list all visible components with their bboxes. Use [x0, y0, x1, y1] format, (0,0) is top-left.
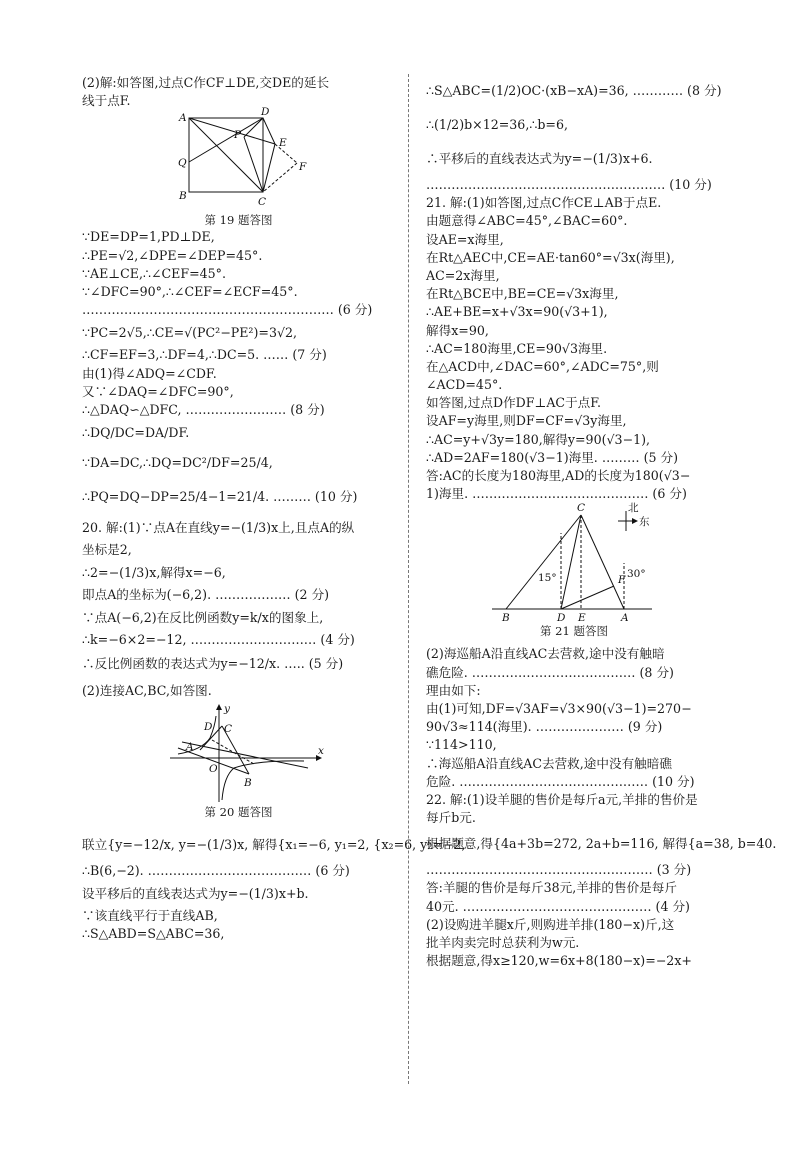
text-line: 20. 解:(1)∵点A在直线y=−(1/3)x上,且点A的纵 [82, 520, 355, 536]
figure-19 [82, 106, 395, 212]
text-line: 21. 解:(1)如答图,过点C作CE⊥AB于点E. [426, 195, 662, 211]
right-column [426, 74, 777, 970]
label-y: y [224, 702, 230, 715]
text-line: ∵点A(−6,2)在反比例函数y=k/x的图象上, [82, 610, 324, 626]
text-line: ∵114>110, [426, 737, 497, 753]
label-B: B [179, 190, 187, 203]
label-Q: Q [178, 157, 187, 170]
text-line: ∵AE⊥CE,∴∠CEF=45°. [82, 265, 226, 281]
label-north: 北 [628, 502, 639, 515]
text-line: (2)解:如答图,过点C作CF⊥DE,交DE的延长 [82, 75, 330, 90]
text-line: ∴DQ/DC=DA/DF. [82, 425, 190, 441]
text-line: 联立{y=−12/x, y=−(1/3)x, 解得{x₁=−6, y₁=2, {x₂=6, y₂=−2, [82, 836, 466, 852]
figure-19-caption: 第 19 题答图 [204, 213, 273, 228]
label-A: A [621, 612, 629, 625]
text-line: 如答图,过点D作DF⊥AC于点F. [426, 395, 602, 411]
text-line: ∴CF=EF=3,∴DF=4,∴DC=5. …… (7 分) [82, 347, 327, 363]
text-line: ∴海巡船A沿直线AC去营救,途中没有触暗礁 [426, 755, 672, 771]
label-E: E [279, 137, 287, 150]
text-line: ∠ACD=45°. [426, 377, 503, 393]
text-line: ∴AC=y+√3y=180,解得y=90(√3−1), [426, 431, 651, 447]
text-line: ……………………………………………… (3 分) [426, 862, 692, 878]
text-line: ∴S△ABC=(1/2)OC·(xB−xA)=36, ………… (8 分) [426, 83, 722, 98]
text-line: ∴B(6,−2). ………………………………… (6 分) [82, 862, 350, 878]
text-line: 答:AC的长度为180海里,AD的长度为180(√3− [426, 468, 691, 483]
figure-20-caption: 第 20 题答图 [204, 804, 273, 819]
text-line: 设AF=y海里,则DF=CF=√3y海里, [426, 413, 627, 429]
text-line: 40元. ……………………………………… (4 分) [426, 898, 690, 914]
text-line: 每斤b元. [426, 810, 476, 826]
label-F: F [299, 161, 307, 174]
text-line: 由题意得∠ABC=45°,∠BAC=60°. [426, 213, 628, 229]
text-line: (2)设购进羊腿x斤,则购进羊排(180−x)斤,这 [426, 916, 675, 932]
text-line: 由(1)可知,DF=√3AF=√3×90(√3−1)=270− [426, 700, 692, 716]
column-divider [408, 74, 409, 1084]
text-line: ∴S△ABD=S△ABC=36, [82, 926, 225, 941]
text-line: 根据题意,得x≥120,w=6x+8(180−x)=−2x+ [426, 953, 692, 969]
label-D: D [557, 612, 566, 625]
label-O: O [209, 762, 218, 775]
text-line: 设平移后的直线表达式为y=−(1/3)x+b. [82, 885, 309, 901]
text-line: 解得x=90, [426, 322, 489, 338]
figure-20-diagram [82, 704, 395, 804]
text-line: 22. 解:(1)设羊腿的售价是每斤a元,羊排的售价是 [426, 791, 698, 807]
text-line: 在Rt△AEC中,CE=AE·tan60°=√3x(海里), [426, 249, 675, 265]
label-P: P [234, 129, 242, 142]
east-arrow-icon [632, 518, 638, 524]
label-D: D [204, 720, 213, 733]
text-line: 理由如下: [426, 682, 481, 698]
figure-21-caption: 第 21 题答图 [540, 624, 608, 639]
text-line: ∴PE=√2,∠DPE=∠DEP=45°. [82, 247, 263, 263]
text-line: ∴平移后的直线表达式为y=−(1/3)x+6. [426, 151, 653, 166]
label-angle30: 30° [627, 568, 646, 581]
label-B: B [502, 612, 510, 625]
text-line: 答:羊腿的售价是每斤38元,羊排的售价是每斤 [426, 880, 677, 896]
label-D: D [261, 106, 270, 119]
label-C: C [258, 196, 267, 209]
text-line: ∴△DAQ∽△DFC, …………………… (8 分) [82, 401, 325, 417]
text-line: ∴k=−6×2=−12, ………………………… (4 分) [82, 632, 355, 648]
label-A: A [179, 112, 187, 125]
text-line: 批羊肉卖完时总获利为w元. [426, 935, 580, 950]
y-axis-arrow-icon [216, 704, 222, 710]
text-line: 危险. ……………………………………… (10 分) [426, 773, 695, 789]
figure-20 [82, 704, 395, 804]
label-F: F [618, 574, 626, 587]
text-line: 由(1)得∠ADQ=∠CDF. [82, 365, 217, 381]
text-line: 坐标是2, [82, 542, 132, 558]
text-line: ………………………………………………… (10 分) [426, 177, 712, 192]
text-line: 90√3≈114(海里). ………………… (9 分) [426, 719, 663, 735]
text-line: 在Rt△BCE中,BE=CE=√3x海里, [426, 286, 619, 302]
text-line: AC=2x海里, [426, 267, 500, 283]
text-line: …………………………………………………… (6 分) [82, 302, 373, 318]
label-E: E [578, 612, 586, 625]
text-line: ∴AC=180海里,CE=90√3海里. [426, 340, 608, 356]
text-line: ∴2=−(1/3)x,解得x=−6, [82, 565, 226, 581]
text-line: 设AE=x海里, [426, 231, 504, 247]
text-line: ∵∠DFC=90°,∴∠CEF=∠ECF=45°. [82, 283, 298, 299]
label-B: B [244, 776, 252, 789]
text-line: ∵该直线平行于直线AB, [82, 907, 218, 923]
text-line: 即点A的坐标为(−6,2). ……………… (2 分) [82, 587, 330, 603]
text-line: ∵DA=DC,∴DQ=DC²/DF=25/4, [82, 455, 273, 471]
text-line: ∴AE+BE=x+√3x=90(√3+1), [426, 304, 608, 320]
figure-21-diagram [426, 503, 722, 623]
text-line: ∴PQ=DQ−DP=25/4−1=21/4. ……… (10 分) [82, 489, 358, 505]
label-angle15: 15° [538, 572, 557, 585]
figure-19-diagram [82, 106, 395, 212]
text-line: ∴(1/2)b×12=36,∴b=6, [426, 117, 568, 132]
text-line: (2)海巡船A沿直线AC去营救,途中没有触暗 [426, 646, 665, 662]
text-line: ∵DE=DP=1,PD⊥DE, [82, 229, 215, 245]
text-line: ∵PC=2√5,∴CE=√(PC²−PE²)=3√2, [82, 325, 298, 341]
label-x: x [318, 744, 324, 757]
label-east: 东 [639, 516, 650, 529]
text-line: 根据题意,得{4a+3b=272, 2a+b=116, 解得{a=38, b=40. [426, 836, 777, 852]
text-line: ∴反比例函数的表达式为y=−12/x. ….. (5 分) [82, 655, 344, 671]
text-line: ∴AD=2AF=180(√3−1)海里. ……… (5 分) [426, 449, 679, 465]
label-C: C [577, 502, 586, 515]
label-C: C [224, 722, 233, 735]
text-line: 线于点F. [82, 93, 131, 109]
label-A: A [186, 740, 194, 753]
text-line: 礁危险. ………………………………… (8 分) [426, 664, 674, 680]
text-line: (2)连接AC,BC,如答图. [82, 682, 212, 698]
text-line: 又∵∠DAQ=∠DFC=90°, [82, 383, 234, 399]
text-line: 1)海里. …………………………………… (6 分) [426, 486, 687, 502]
text-line: 在△ACD中,∠DAC=60°,∠ADC=75°,则 [426, 358, 659, 374]
figure-21 [426, 503, 722, 623]
